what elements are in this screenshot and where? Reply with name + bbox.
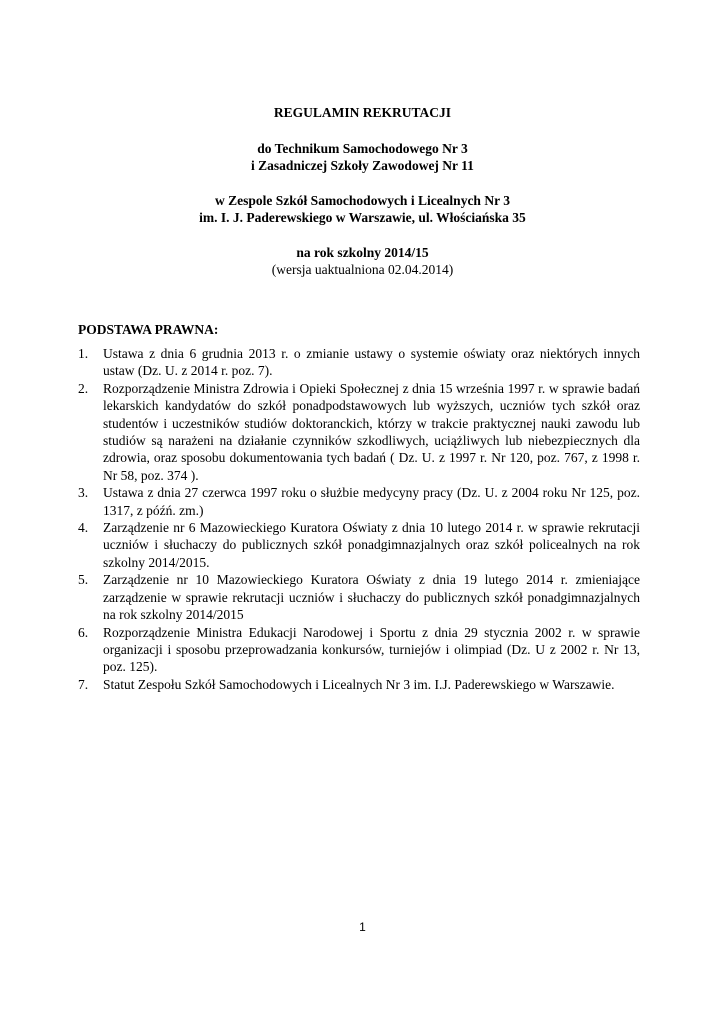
complex-name-block bbox=[0, 192, 725, 226]
list-item-text: Zarządzenie nr 10 Mazowieckiego Kuratora Oświaty z dnia 19 lutego 2014 r. zmieniające zarządzenie w sprawie rekrutacji uczniów i słuchaczy do publicznych szkół ponadgimnazjalnych na rok szkolny 2014/2015 bbox=[103, 572, 640, 623]
list-item-number: 5. bbox=[78, 572, 89, 588]
list-item-text: Zarządzenie nr 6 Mazowieckiego Kuratora Oświaty z dnia 10 lutego 2014 r. w sprawie rekrutacji uczniów i słuchaczy do publicznych szkół ponadgimnazjalnych oraz szkół policealnych na rok szkolny 2014/2015. bbox=[103, 520, 640, 570]
list-item bbox=[78, 624, 640, 676]
list-item-text: Rozporządzenie Ministra Zdrowia i Opieki Społecznej z dnia 15 września 1997 r. w sprawie badań lekarskich kandydatów do szkół ponadpodstawowych lub wyższych, uczniów tych szkół oraz studentów i uczestników studiów doktoranckich, którzy w trakcie praktycznej nauki zawodu lub studiów są narażeni na działanie czynników szkodliwych, uciążliwych lub niebezpiecznych dla zdrowia, oraz sposobu dokumentowania tych badań ( Dz. U. z 1997 r. Nr 120, poz. 767, z 1998 r. Nr 58, poz. 374 ). bbox=[103, 380, 640, 483]
list-item bbox=[78, 519, 640, 571]
legal-basis-heading: PODSTAWA PRAWNA: bbox=[78, 322, 219, 337]
list-item-number: 1. bbox=[78, 346, 89, 361]
list-item-number: 7. bbox=[78, 676, 89, 692]
list-item bbox=[78, 571, 640, 623]
complex-line-2: im. I. J. Paderewskiego w Warszawie, ul. Włościańska 35 bbox=[199, 210, 526, 225]
school-year-line: na rok szkolny 2014/15 bbox=[296, 245, 429, 260]
list-item bbox=[78, 676, 640, 693]
list-item-number: 4. bbox=[78, 520, 89, 536]
school-name-block bbox=[0, 140, 725, 174]
list-item-text: Rozporządzenie Ministra Edukacji Narodowej i Sportu z dnia 29 stycznia 2002 r. w sprawie organizacji i sposobu przeprowadzania konkursów, turniejów i olimpiad (Dz. U z 2002 r. Nr 13, poz. 125). bbox=[103, 624, 640, 675]
list-item-number: 6. bbox=[78, 624, 89, 640]
legal-basis-list bbox=[78, 345, 640, 693]
complex-line-1: w Zespole Szkół Samochodowych i Licealnych Nr 3 bbox=[215, 193, 510, 208]
school-line-2: i Zasadniczej Szkoły Zawodowej Nr 11 bbox=[251, 158, 474, 173]
version-line: (wersja uaktualniona 02.04.2014) bbox=[271, 262, 454, 277]
page-number: 1 bbox=[359, 920, 366, 934]
list-item bbox=[78, 380, 640, 484]
list-item bbox=[78, 345, 640, 380]
document-title: REGULAMIN REKRUTACJI bbox=[273, 105, 452, 120]
school-year-block bbox=[0, 244, 725, 278]
list-item-text: Ustawa z dnia 27 czerwca 1997 roku o służbie medycyny pracy (Dz. U. z 2004 roku Nr 125, poz. 1317, z późń. zm.) bbox=[103, 485, 640, 518]
school-line-1: do Technikum Samochodowego Nr 3 bbox=[257, 141, 468, 156]
list-item-text: Ustawa z dnia 6 grudnia 2013 r. o zmianie ustawy o systemie oświaty oraz niektórych innych ustaw (Dz. U. z 2014 r. poz. 7). bbox=[103, 346, 640, 379]
list-item-number: 3. bbox=[78, 485, 89, 501]
list-item-number: 2. bbox=[78, 380, 89, 396]
list-item-text: Statut Zespołu Szkół Samochodowych i Licealnych Nr 3 im. I.J. Paderewskiego w Warszawie. bbox=[103, 676, 615, 692]
list-item bbox=[78, 484, 640, 519]
